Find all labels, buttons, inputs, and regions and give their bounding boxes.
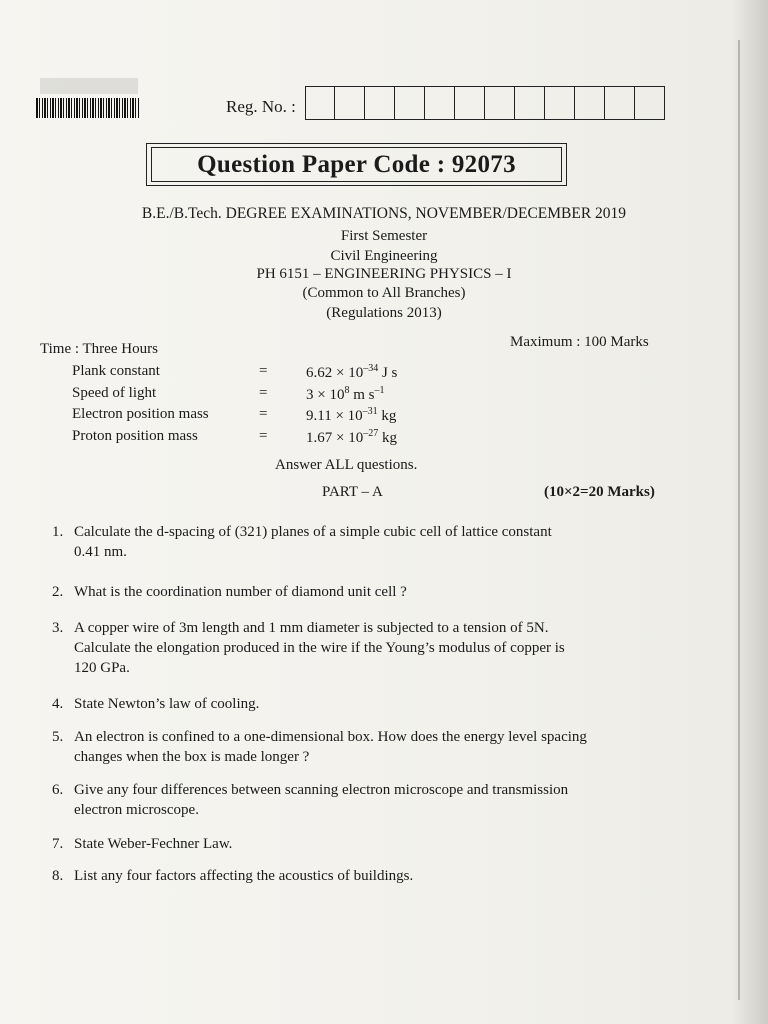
page-fold-line [738, 40, 740, 1000]
question-number: 7. [52, 836, 64, 852]
question-number: 8. [52, 868, 64, 884]
reg-number-digit-box[interactable] [545, 86, 575, 120]
constant-value: $1.67 \times 10^{-27}$ kg [306, 427, 397, 446]
department: Civil Engineering [330, 248, 438, 264]
question-number: 6. [52, 782, 64, 798]
reg-number-digit-box[interactable] [395, 86, 425, 120]
reg-number-digit-box[interactable] [335, 86, 365, 120]
reg-number-digit-box[interactable] [575, 86, 605, 120]
question-number: 4. [52, 696, 64, 712]
reg-number-digit-box[interactable] [305, 86, 335, 120]
constant-name: Proton position mass [72, 427, 198, 444]
question-text: Give any four differences between scanning electron microscope and transmission electron microscope. [74, 782, 569, 818]
question-number: 1. [52, 524, 64, 540]
paper-code-frame [146, 143, 567, 186]
part-label: PART – A [322, 484, 383, 500]
exam-title: B.E./B.Tech. DEGREE EXAMINATIONS, NOVEMBER/DECEMBER 2019 [141, 205, 627, 222]
instructions: Answer ALL questions. [275, 457, 418, 473]
constant-value: $6.62 \times 10^{-34}$ J s [306, 363, 398, 381]
question-text: State Newton’s law of cooling. [74, 696, 260, 712]
constant-equals: = [259, 427, 268, 444]
reg-number-digit-box[interactable] [485, 86, 515, 120]
reg-number-label: Reg. No. : [226, 97, 296, 116]
constant-name: Speed of light [72, 384, 157, 401]
question-text: State Weber-Fechner Law. [74, 836, 233, 852]
common-note: (Common to All Branches) [302, 285, 466, 301]
constant-name: Electron position mass [72, 406, 209, 422]
constant-name: Plank constant [72, 363, 160, 379]
constant-value: $9.11 \times 10^{-31}$ kg [306, 406, 397, 424]
part-marks: (10×2=20 Marks) [544, 484, 655, 500]
exam-duration: Time : Three Hours [40, 341, 158, 357]
question-text: What is the coordination number of diamond unit cell ? [74, 584, 407, 600]
question-text: An electron is confined to a one-dimensional box. How does the energy level spacing changes when the box is made longer ? [74, 729, 587, 765]
constant-value: $3 \times 10^8$ m $s^{-1}$ [306, 384, 385, 403]
reg-number-digit-box[interactable] [605, 86, 635, 120]
reg-number-digit-box[interactable] [365, 86, 395, 120]
constant-equals: = [259, 406, 268, 422]
question-text: Calculate the d-spacing of (321) planes of a simple cubic cell of lattice constant 0.41 nm. [74, 524, 552, 560]
paper-code: Question Paper Code : 92073 [197, 150, 516, 178]
course-title: PH 6151 – ENGINEERING PHYSICS – I [256, 266, 512, 282]
reg-number-digit-box[interactable] [455, 86, 485, 120]
question-number: 2. [52, 584, 64, 600]
maximum-marks: Maximum : 100 Marks [510, 334, 649, 350]
reg-number-digit-box[interactable] [635, 86, 665, 120]
reg-number-digit-box[interactable] [515, 86, 545, 120]
semester: First Semester [340, 228, 428, 244]
barcode-image [36, 98, 140, 118]
question-text: List any four factors affecting the acoustics of buildings. [74, 868, 414, 884]
reg-number-boxes[interactable] [305, 86, 665, 120]
question-number: 3. [52, 620, 64, 636]
question-number: 5. [52, 729, 64, 745]
paper-code-inner-frame [151, 147, 562, 182]
question-text: A copper wire of 3m length and 1 mm diameter is subjected to a tension of 5N. Calculate the elongation produced in the wire if the Young’s modulus of copper is 120 GPa. [74, 620, 565, 676]
scan-smudge [40, 78, 138, 94]
regulations: (Regulations 2013) [326, 305, 442, 321]
reg-number-digit-box[interactable] [425, 86, 455, 120]
constant-equals: = [259, 363, 268, 379]
constant-equals: = [259, 384, 268, 401]
